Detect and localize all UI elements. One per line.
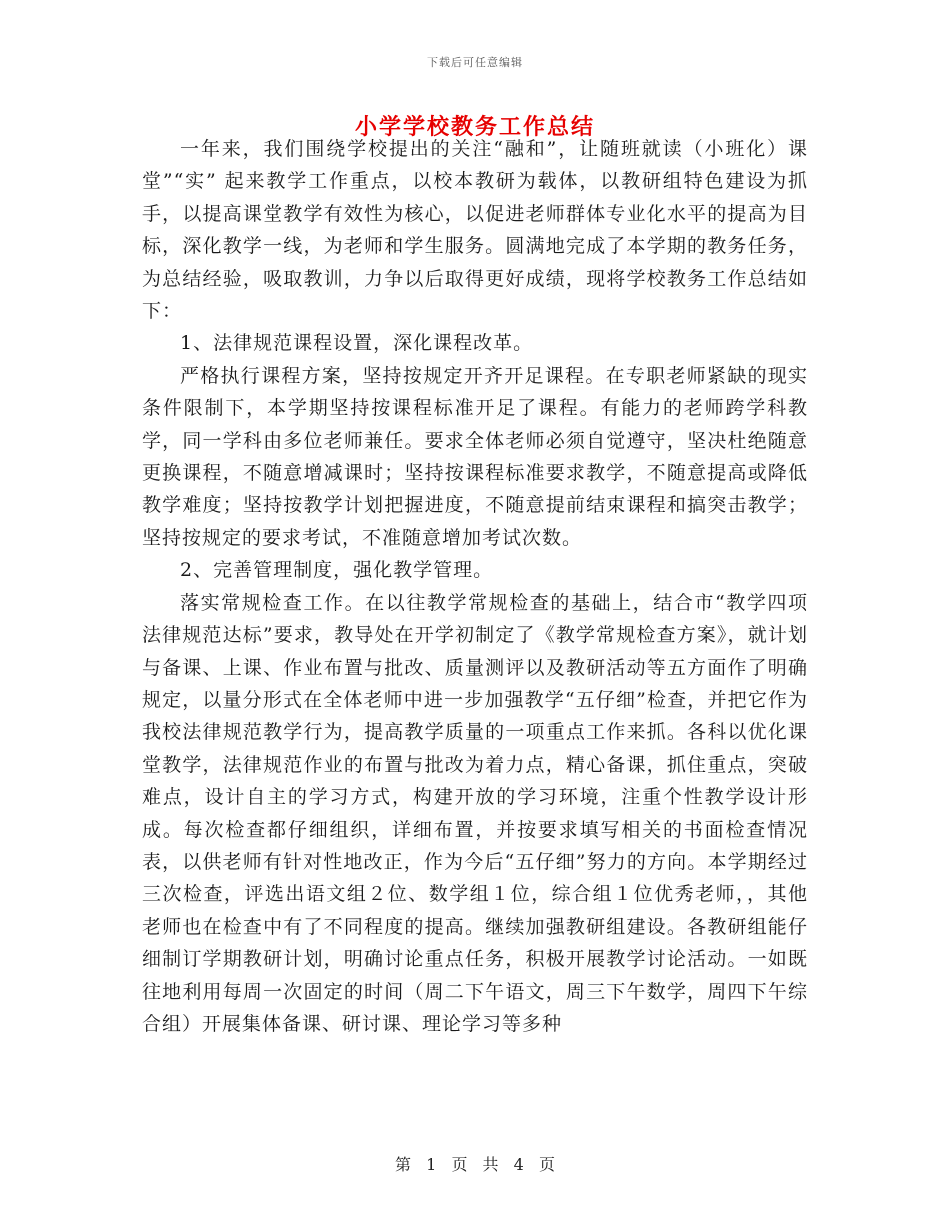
paragraph-intro: 一年来，我们围绕学校提出的关注“融和”，让随班就读（小班化）课堂”“实” 起来教学工作重点，以校本教研为载体，以教研组特色建设为抓手，以提高课堂教学有效性为核心，以促进老师群体专业化水平的提高为目标，深化教学一线，为老师和学生服务。圆满地完成了本学期的教务任务，为总结经验，吸取教训，力争以后取得更好成绩，现将学校教务工作总结如下： — [142, 138, 808, 323]
section-heading-1: 1、法律规范课程设置，深化课程改革。 — [180, 332, 534, 355]
footer-prefix: 第 — [395, 1155, 412, 1174]
document-body — [142, 133, 808, 1040]
paragraph-curriculum: 严格执行课程方案，坚持按规定开齐开足课程。在专职老师紧缺的现实条件限制下，本学期坚持按课程标准开足了课程。有能力的老师跨学科教学，同一学科由多位老师兼任。要求全体老师必须自觉遵守，坚决杜绝随意更换课程，不随意增减课时；坚持按课程标准要求教学，不随意提高或降低教学难度；坚持按教学计划把握进度，不随意提前结束课程和搞突击教学；坚持按规定的要求考试，不准随意增加考试次数。 — [142, 364, 808, 549]
header-note: 下载后可任意编辑 — [427, 56, 523, 69]
footer-total-label: 共 — [482, 1155, 499, 1174]
section-heading-2: 2、完善管理制度，强化教学管理。 — [180, 559, 494, 582]
total-page-count: 4 — [513, 1155, 524, 1174]
document-title: 小学学校教务工作总结 — [354, 114, 595, 140]
footer-page-label: 页 — [451, 1155, 468, 1174]
footer-suffix: 页 — [538, 1155, 555, 1174]
current-page-number: 1 — [426, 1155, 437, 1174]
paragraph-management: 落实常规检查工作。在以往教学常规检查的基础上，结合市“教学四项法律规范达标”要求，教导处在开学初制定了《教学常规检查方案》，就计划与备课、上课、作业布置与批改、质量测评以及教研活动等五方面作了明确规定，以量分形式在全体老师中进一步加强教学“五仔细”检查，并把它作为我校法律规范教学行为，提高教学质量的一项重点工作来抓。各科以优化课堂教学，法律规范作业的布置与批改为着力点，精心备课，抓住重点，突破难点，设计自主的学习方式，构建开放的学习环境，注重个性教学设计形成。每次检查都仔细组织，详细布置，并按要求填写相关的书面检查情况表，以供老师有针对性地改正，作为今后“五仔细”努力的方向。本学期经过三次检查，评选出语文组２位、数学组１位，综合组１位优秀老师，，其他老师也在检查中有了不同程度的提高。继续加强教研组建设。各教研组能仔细制订学期教研计划，明确讨论重点任务，积极开展教学讨论活动。一如既往地利用每周一次固定的时间（周二下午语文，周三下午数学，周四下午综合组）开展集体备课、研讨课、理论学习等多种 — [142, 591, 808, 1035]
page-number-footer — [0, 1152, 950, 1175]
